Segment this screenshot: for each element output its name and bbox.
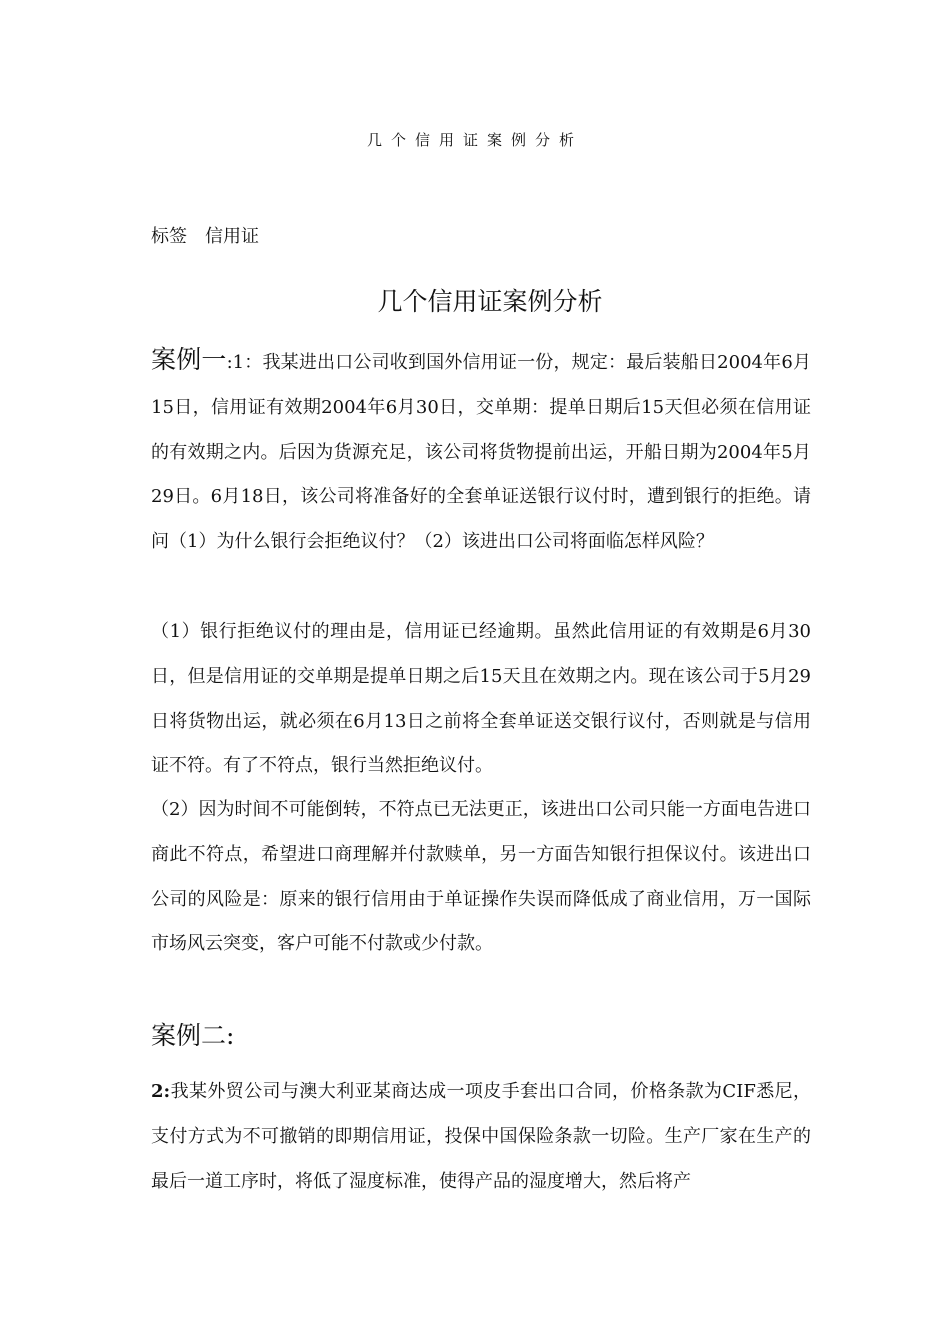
case2-text: 我某外贸公司与澳大利亚某商达成一项皮手套出口合同，价格条款为CIF悉尼，支付方式为不可撤销的即期信用证，投保中国保险条款一切险。生产厂家在生产的最后一道工序时，将低了湿度标准，使得产品的湿度增大，然后将产 <box>151 1081 811 1192</box>
main-title: 几个信用证案例分析 <box>377 287 603 316</box>
answer1-paragraph: （1）银行拒绝议付的理由是，信用证已经逾期。虽然此信用证的有效期是6月30日，但是信用证的交单期是提单日期之后15天且在效期之内。现在该公司于5月29日将货物出运，就必须在6月13日之前将全套单证送交银行议付，否则就是与信用证不符。有了不符点，银行当然拒绝议付。 <box>151 621 811 777</box>
case1-text: :1：我某进出口公司收到国外信用证一份，规定：最后装船日2004年6月15日，信用证有效期2004年6月30日，交单期：提单日期后15天但必须在信用证的有效期之内。后因为货源充足，该公司将货物提前出运，开船日期为2004年5月29日。6月18日，该公司将准备好的全套单证送银行议付时，遭到银行的拒绝。请问（1）为什么银行会拒绝议付？（2）该进出口公司将面临怎样风险？ <box>151 352 811 553</box>
answer2-paragraph: （2）因为时间不可能倒转，不符点已无法更正，该进出口公司只能一方面电告进口商此不符点，希望进口商理解并付款赎单，另一方面告知银行担保议付。该进出口公司的风险是：原来的银行信用由于单证操作失误而降低成了商业信用，万一国际市场风云突变，客户可能不付款或少付款。 <box>151 799 811 955</box>
case1-heading: 案例一 <box>151 345 227 374</box>
case2-heading: 案例二: <box>151 1021 235 1050</box>
case1-paragraph <box>151 338 811 565</box>
header-title: 几个信用证案例分析 <box>366 131 583 149</box>
case2-paragraph <box>151 1070 811 1204</box>
case2-lead: 2: <box>151 1081 171 1102</box>
tag-value: 信用证 <box>205 226 259 247</box>
tags-line <box>151 224 259 250</box>
tags-label: 标签 <box>151 226 187 247</box>
